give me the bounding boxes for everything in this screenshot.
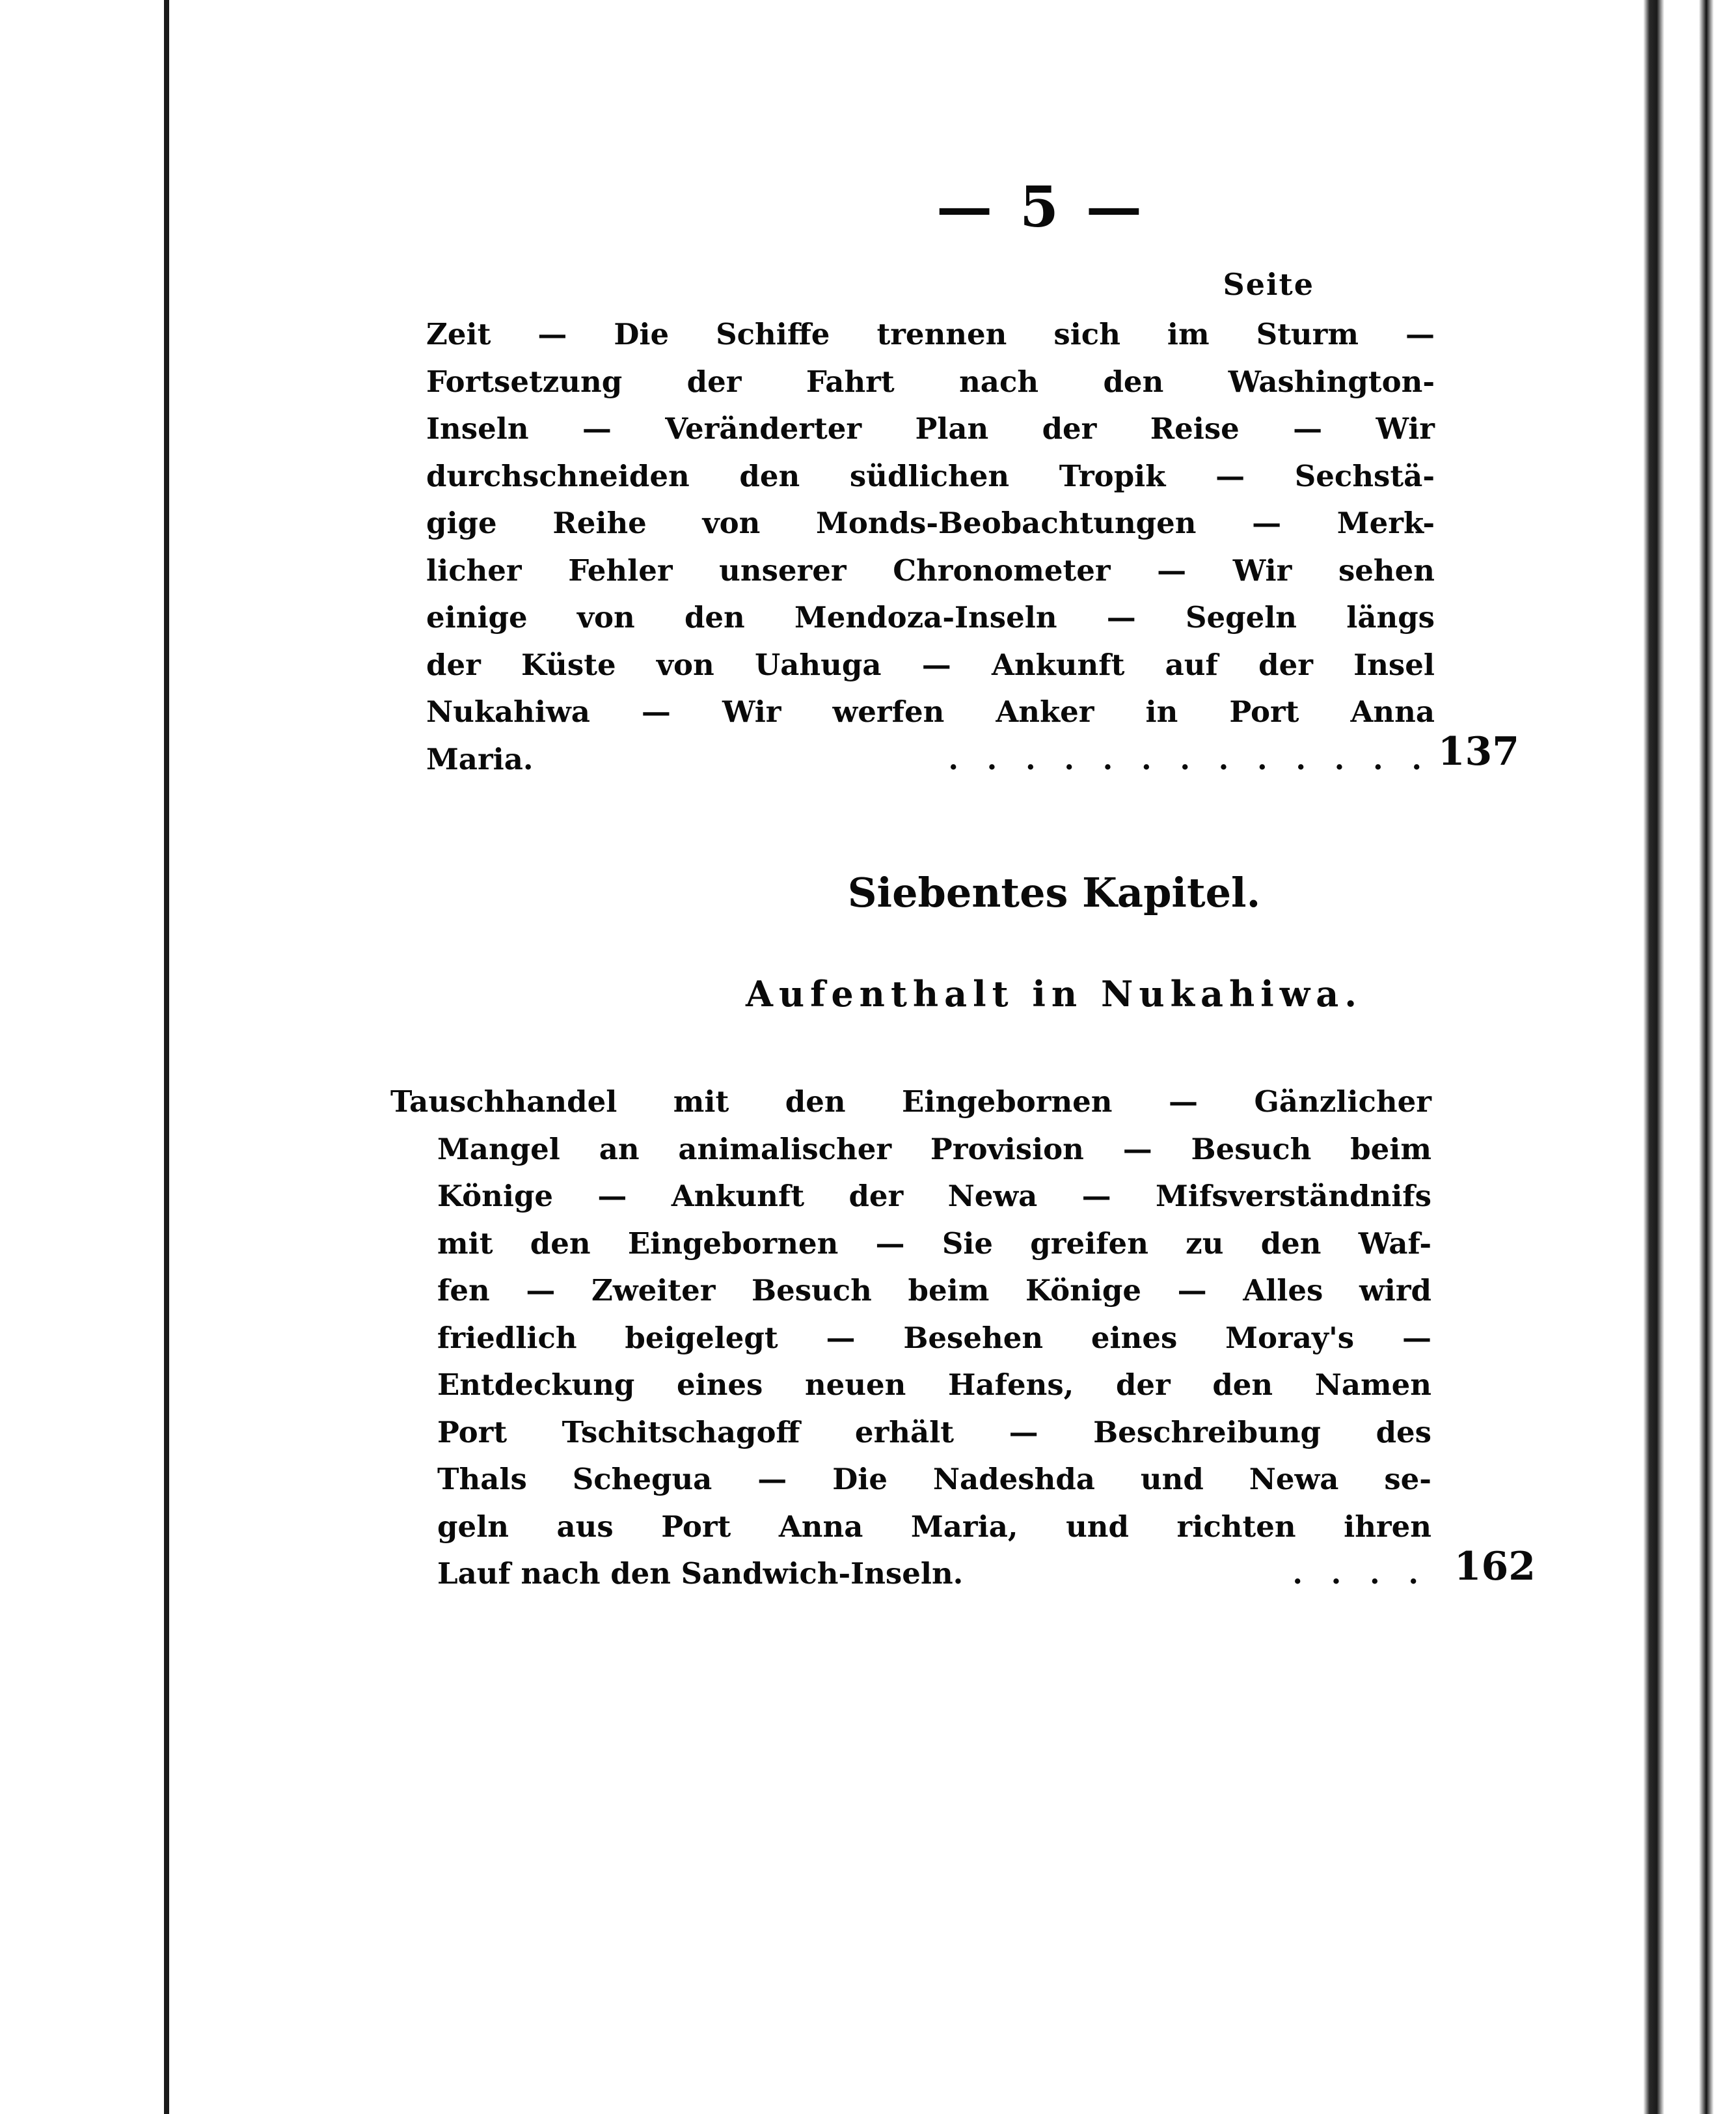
book-page [195,0,1607,2114]
summary-line: einige von den Mendoza-Inseln — Segeln längs [426,600,1435,635]
summary-line: Nukahiwa — Wir werfen Anker in Port Anna [426,694,1435,729]
summary-line: durchschneiden den südlichen Tropik — Sechstä- [426,458,1435,493]
summary-line: der Küste von Uahuga — Ankunft auf der Insel [426,647,1435,682]
page-number-previous-entry: 137 [1437,729,1519,775]
column-header-seite: Seite [1223,267,1314,302]
summary-line: Thals Schegua — Die Nadeshda und Newa se- [437,1462,1431,1496]
summary-line: fen — Zweiter Besuch beim Könige — Alles wird [437,1273,1431,1308]
chapter-subtitle: Aufenthalt in Nukahiwa. [745,973,1363,1015]
chapter-heading: Siebentes Kapitel. [847,869,1261,916]
summary-line: Entdeckung eines neuen Hafens, der den Namen [437,1367,1431,1402]
page-number-chapter: 162 [1454,1544,1536,1589]
summary-first-line: Tauschhandel mit den Eingebornen — Gänzlicher [390,1084,1431,1119]
summary-last-line [437,1550,1431,1598]
summary-hanging-indent [390,1126,1431,1598]
summary-last-text: Lauf nach den Sandwich-Inseln. [437,1556,964,1591]
summary-line: Inseln — Veränderter Plan der Reise — Wir [426,411,1435,446]
summary-line: geln aus Port Anna Maria, und richten ihren [437,1509,1431,1544]
summary-line: Port Tschitschagoff erhält — Beschreibung des [437,1414,1431,1449]
summary-line: mit den Eingebornen — Sie greifen zu den Waf- [437,1226,1431,1261]
dot-leader: . . . . [1292,1556,1428,1591]
page-folio: — 5 — [936,174,1146,240]
scan-left-margin [0,0,189,2114]
previous-entry-summary [426,311,1435,783]
summary-last-line [426,736,1435,784]
summary-line: Zeit — Die Schiffe trennen sich im Sturm — [426,317,1435,351]
summary-line: friedlich beigelegt — Besehen eines Moray's — [437,1320,1431,1355]
summary-line: Fortsetzung der Fahrt nach den Washington- [426,364,1435,399]
scan-left-book-edge [164,0,169,2114]
summary-line: Mangel an animalischer Provision — Besuch beim [437,1131,1431,1166]
summary-last-text: Maria. [426,741,534,776]
summary-line: gige Reihe von Monds-Beobachtungen — Merk- [426,506,1435,540]
summary-line: licher Fehler unserer Chronometer — Wir sehen [426,553,1435,588]
chapter-summary [390,1078,1431,1598]
summary-line: Könige — Ankunft der Newa — Mifsverständnifs [437,1179,1431,1213]
dot-leader: . . . . . . . . . . . . . [948,741,1431,776]
scan-right-book-edge [1612,0,1736,2114]
